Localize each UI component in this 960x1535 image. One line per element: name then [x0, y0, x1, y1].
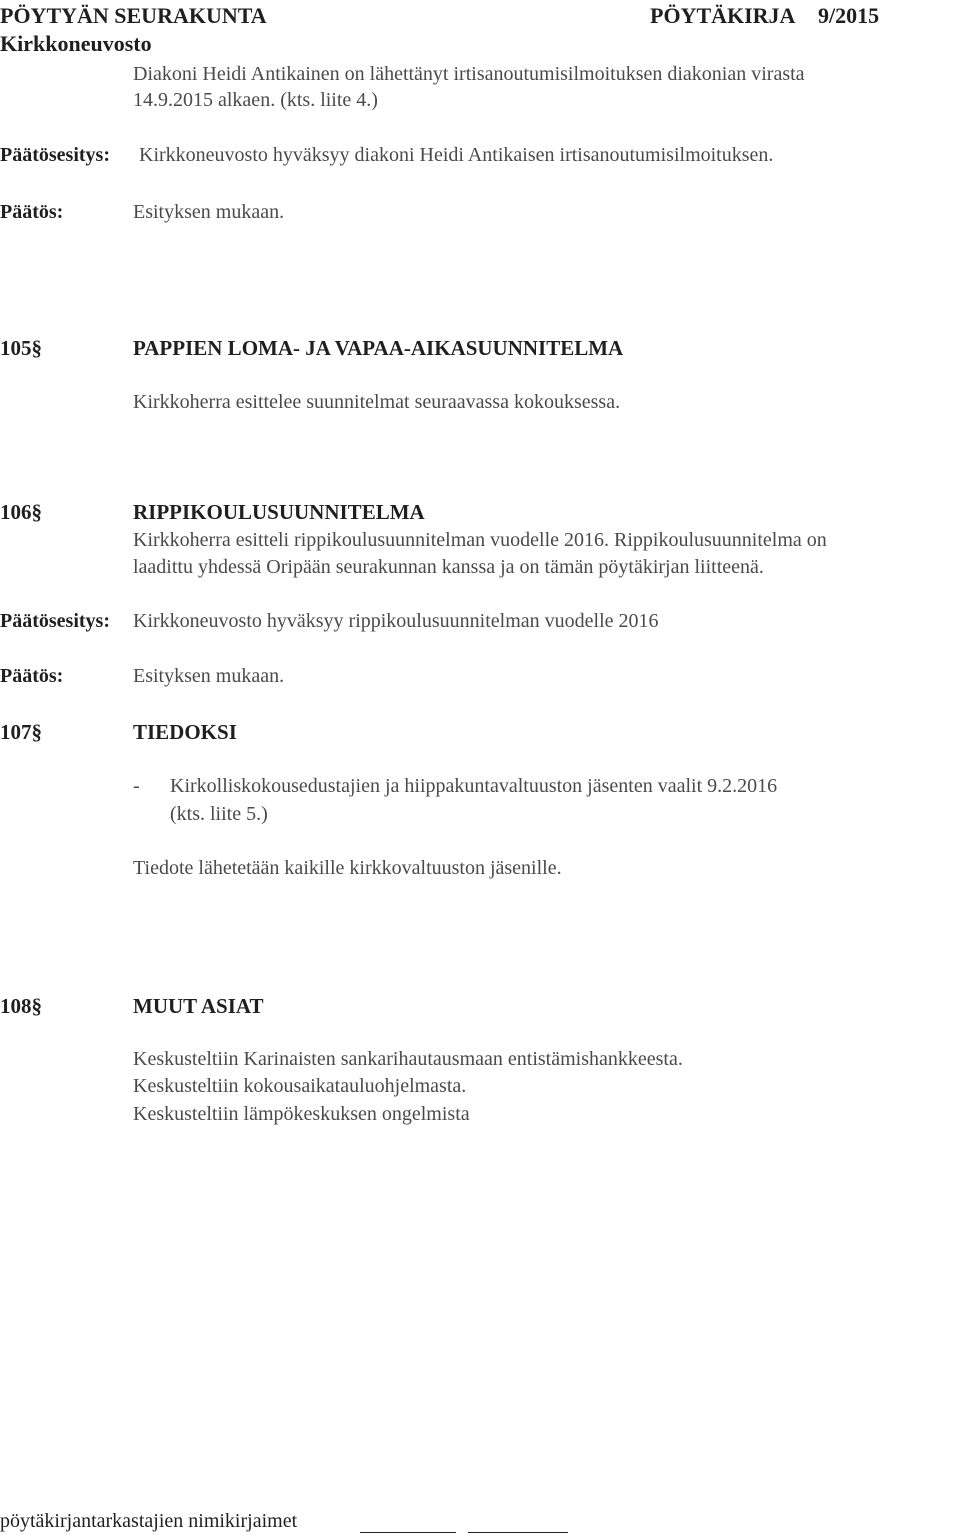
section-106-title: RIPPIKOULUSUUNNITELMA [133, 500, 425, 524]
section-106-proposal-label: Päätösesitys: [0, 610, 110, 632]
section-105-symbol: § [31, 336, 42, 360]
intro-decision-text: Esityksen mukaan. [133, 201, 285, 223]
section-105-number: 105 [0, 336, 32, 360]
document-number: 9/2015 [818, 3, 880, 28]
section-108-item: Keskusteltiin kokousaikatauluohjelmasta. [133, 1075, 467, 1097]
section-106-line-2: laadittu yhdessä Oripään seurakunnan kanssa ja on tämän pöytäkirjan liitteenä. [133, 556, 764, 578]
section-107-symbol: § [31, 720, 42, 744]
meeting-body: Kirkkoneuvosto [0, 31, 152, 56]
organization-name: PÖYTYÄN SEURAKUNTA [0, 3, 267, 28]
initials-label: pöytäkirjantarkastajien nimikirjaimet [0, 1510, 298, 1532]
intro-line-2: 14.9.2015 alkaen. (kts. liite 4.) [133, 89, 378, 111]
initials-line-1 [360, 1532, 456, 1533]
section-106-number: 106 [0, 500, 32, 524]
section-107-bullet-line-1: Kirkolliskokousedustajien ja hiippakuntavaltuuston jäsenten vaalit 9.2.2016 [170, 775, 778, 797]
section-106-proposal-text: Kirkkoneuvosto hyväksyy rippikoulusuunnitelman vuodelle 2016 [133, 610, 659, 632]
section-107-bullet-line-2: (kts. liite 5.) [170, 803, 268, 825]
section-108-title: MUUT ASIAT [133, 994, 264, 1018]
intro-line-1: Diakoni Heidi Antikainen on lähettänyt irtisanoutumisilmoituksen diakonian virasta [133, 63, 805, 85]
section-108-item: Keskusteltiin Karinaisten sankarihautausmaan entistämishankkeesta. [133, 1048, 683, 1070]
section-107-number: 107 [0, 720, 32, 744]
initials-line-2 [468, 1532, 568, 1533]
section-107-heading [0, 720, 42, 745]
section-108-symbol: § [31, 994, 42, 1018]
document-type: PÖYTÄKIRJA [650, 3, 796, 28]
intro-proposal-label: Päätösesitys: [0, 144, 110, 166]
section-105-text: Kirkkoherra esittelee suunnitelmat seuraavassa kokouksessa. [133, 391, 621, 413]
section-106-decision-text: Esityksen mukaan. [133, 665, 285, 687]
section-108-item: Keskusteltiin lämpökeskuksen ongelmista [133, 1103, 470, 1125]
section-106-decision-label: Päätös: [0, 665, 64, 687]
section-108-heading [0, 994, 42, 1019]
section-107-bullet-dash: - [133, 775, 140, 797]
section-106-heading [0, 500, 42, 525]
section-105-title: PAPPIEN LOMA- JA VAPAA-AIKASUUNNITELMA [133, 336, 624, 360]
section-106-symbol: § [31, 500, 42, 524]
section-105-heading [0, 336, 42, 361]
intro-decision-label: Päätös: [0, 201, 64, 223]
intro-proposal-text: Kirkkoneuvosto hyväksyy diakoni Heidi Antikaisen irtisanoutumisilmoituksen. [139, 144, 774, 166]
section-108-number: 108 [0, 994, 32, 1018]
section-107-note: Tiedote lähetetään kaikille kirkkovaltuuston jäsenille. [133, 857, 562, 879]
section-106-line-1: Kirkkoherra esitteli rippikoulusuunnitelman vuodelle 2016. Rippikoulusuunnitelma on [133, 529, 827, 551]
section-107-title: TIEDOKSI [133, 720, 237, 744]
